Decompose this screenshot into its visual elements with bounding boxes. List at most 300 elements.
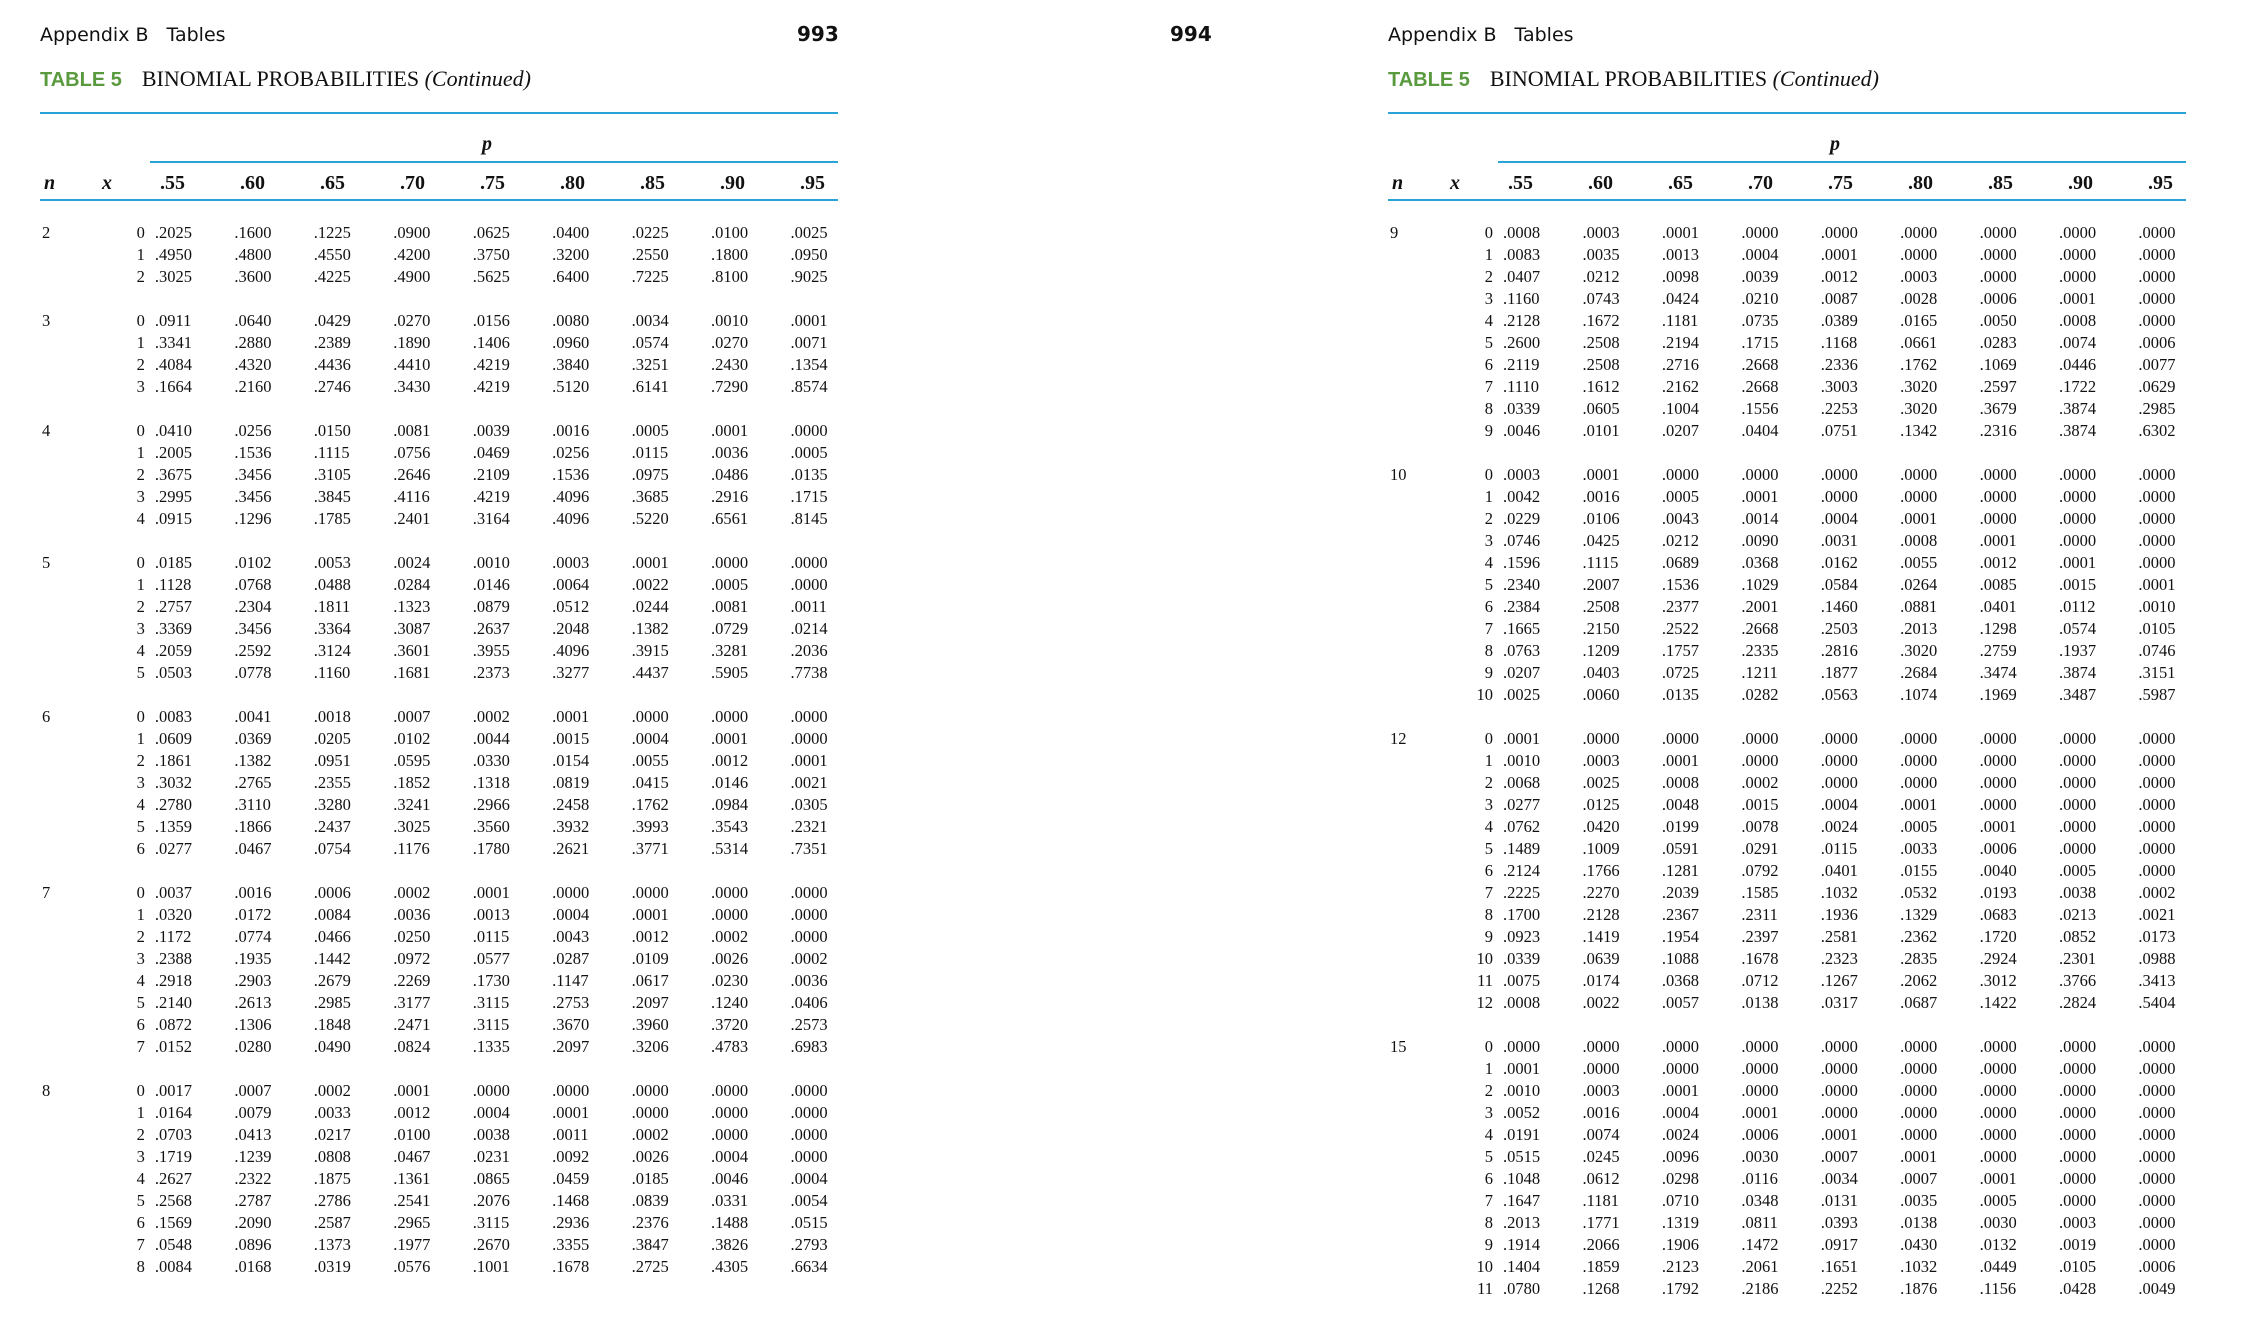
probability-cell: .0000: [2059, 531, 2097, 550]
probability-cell: .0071: [790, 333, 828, 352]
table-row: [40, 1234, 870, 1256]
binomial-table-left: [40, 222, 870, 1278]
probability-cell: .0595: [393, 751, 431, 770]
x-cell: 7: [136, 1235, 145, 1254]
n-cell: [1388, 552, 1449, 574]
probability-cell: .2066: [1582, 1235, 1620, 1254]
probability-cell: .0413: [234, 1125, 272, 1144]
probability-cell: .0512: [552, 597, 590, 616]
n-cell: [1388, 310, 1449, 332]
probability-cell: .0033: [1900, 839, 1938, 858]
probability-cell: .0001: [1820, 245, 1858, 264]
probability-cell: .0150: [313, 421, 351, 440]
probability-cell: .0004: [1820, 509, 1858, 528]
probability-cell: .7290: [711, 377, 749, 396]
probability-cell: .1074: [1900, 685, 1938, 704]
probability-cell: .2573: [790, 1015, 828, 1034]
probability-cell: .1569: [154, 1213, 192, 1232]
n-cell: [40, 662, 101, 684]
probability-cell: .0012: [1820, 267, 1858, 286]
probability-cell: .2646: [393, 465, 431, 484]
probability-cell: .3474: [1979, 663, 2017, 682]
probability-cell: .0001: [1661, 223, 1700, 242]
probability-cell: .2090: [234, 1213, 272, 1232]
column-header-p: .65: [320, 172, 345, 194]
probability-cell: .0004: [1661, 1103, 1700, 1122]
probability-cell: .0428: [2059, 1279, 2097, 1298]
probability-cell: .0012: [631, 927, 669, 946]
probability-cell: .0214: [790, 619, 828, 638]
probability-cell: .1861: [154, 751, 192, 770]
probability-cell: .0625: [472, 223, 510, 242]
probability-cell: .0811: [1741, 1213, 1778, 1232]
probability-cell: .0040: [1979, 861, 2017, 880]
probability-cell: .0002: [1741, 773, 1779, 792]
probability-cell: .0000: [1900, 1125, 1938, 1144]
probability-cell: .0824: [393, 1037, 431, 1056]
group-spacer: [40, 1058, 870, 1080]
x-cell: 5: [1484, 575, 1494, 594]
probability-cell: .0532: [1900, 883, 1938, 902]
table-row: [1388, 222, 2218, 244]
column-header-p: .60: [1588, 172, 1613, 194]
table-name-text: BINOMIAL PROBABILITIES: [141, 66, 420, 91]
probability-cell: .7351: [790, 839, 828, 858]
probability-cell: .2471: [393, 1015, 431, 1034]
table-row: [40, 1256, 870, 1278]
probability-cell: .0250: [393, 927, 431, 946]
probability-cell: .2627: [154, 1169, 192, 1188]
n-cell: [40, 574, 101, 596]
table-row: [40, 442, 870, 464]
probability-cell: .0016: [1582, 487, 1620, 506]
probability-cell: .0000: [790, 883, 828, 902]
probability-cell: .0563: [1820, 685, 1858, 704]
probability-cell: .0225: [631, 223, 669, 242]
probability-cell: .0010: [1503, 751, 1541, 770]
probability-cell: .4950: [154, 245, 192, 264]
probability-cell: .0640: [234, 311, 272, 330]
probability-cell: .0000: [1900, 751, 1938, 770]
probability-cell: .0000: [2059, 1103, 2097, 1122]
probability-cell: .1877: [1820, 663, 1858, 682]
probability-cell: .1354: [790, 355, 828, 374]
probability-cell: .0106: [1582, 509, 1620, 528]
probability-cell: .0743: [1582, 289, 1620, 308]
probability-cell: .0000: [1900, 1037, 1938, 1056]
probability-cell: .0000: [1979, 729, 2017, 748]
probability-cell: .5404: [2138, 993, 2176, 1012]
probability-cell: .0008: [2059, 311, 2097, 330]
probability-cell: .1422: [1979, 993, 2017, 1012]
probability-cell: .0036: [393, 905, 431, 924]
probability-cell: .2786: [313, 1191, 351, 1210]
probability-cell: .0000: [2138, 1125, 2176, 1144]
probability-cell: .1267: [1820, 971, 1858, 990]
probability-cell: .0005: [790, 443, 828, 462]
probability-cell: .2001: [1741, 597, 1779, 616]
probability-cell: .0000: [2138, 1191, 2176, 1210]
probability-cell: .0256: [552, 443, 590, 462]
probability-cell: .3032: [154, 773, 192, 792]
probability-cell: .1780: [472, 839, 510, 858]
probability-cell: .0270: [393, 311, 431, 330]
n-cell: [1388, 1190, 1449, 1212]
probability-cell: .0005: [1900, 817, 1938, 836]
probability-cell: .2668: [1741, 619, 1779, 638]
probability-cell: .2013: [1900, 619, 1938, 638]
probability-cell: .0763: [1503, 641, 1541, 660]
probability-cell: .0449: [1979, 1257, 2017, 1276]
probability-cell: .0000: [2059, 245, 2097, 264]
probability-cell: .4225: [313, 267, 351, 286]
probability-cell: .2389: [313, 333, 351, 352]
probability-cell: .0006: [1979, 289, 2017, 308]
probability-cell: .0173: [2138, 927, 2176, 946]
x-cell: 1: [1484, 487, 1494, 506]
x-cell: 7: [1484, 1191, 1494, 1210]
probability-cell: .4096: [552, 641, 590, 660]
probability-cell: .0000: [1979, 267, 2017, 286]
probability-cell: .1785: [313, 509, 351, 528]
probability-cell: .0000: [631, 707, 669, 726]
probability-cell: .0010: [1503, 1081, 1541, 1100]
probability-cell: .0165: [1900, 311, 1938, 330]
probability-cell: .0002: [790, 949, 828, 968]
probability-cell: .3993: [631, 817, 669, 836]
probability-cell: .0000: [1820, 1081, 1858, 1100]
probability-cell: .2150: [1582, 619, 1620, 638]
n-cell: [40, 244, 101, 266]
n-cell: 15: [1390, 1037, 1407, 1056]
n-cell: [1388, 816, 1449, 838]
table-row: [1388, 1190, 2218, 1212]
running-head-section: Tables: [1514, 24, 1574, 46]
probability-cell: .0116: [1741, 1169, 1778, 1188]
table-row: [1388, 398, 2218, 420]
x-cell: 3: [136, 949, 145, 968]
probability-cell: .1160: [313, 663, 351, 682]
probability-cell: .3115: [472, 1213, 510, 1232]
probability-cell: .2362: [1900, 927, 1938, 946]
probability-cell: .1361: [393, 1169, 431, 1188]
probability-cell: .0039: [1741, 267, 1779, 286]
probability-cell: .0038: [472, 1125, 510, 1144]
table-continued: (Continued): [424, 66, 531, 91]
n-cell: [1388, 486, 1449, 508]
probability-cell: .0000: [1820, 751, 1858, 770]
probability-cell: .0305: [790, 795, 828, 814]
probability-cell: .3874: [2059, 399, 2097, 418]
probability-cell: .0005: [631, 421, 669, 440]
x-cell: 3: [136, 773, 145, 792]
probability-cell: .2401: [393, 509, 431, 528]
x-cell: 0: [136, 223, 145, 242]
probability-cell: .0548: [154, 1235, 192, 1254]
x-cell: 2: [1484, 1081, 1494, 1100]
probability-cell: .0298: [1661, 1169, 1700, 1188]
n-cell: [1388, 1256, 1449, 1278]
probability-cell: .1647: [1503, 1191, 1541, 1210]
table-row: [1388, 926, 2218, 948]
n-cell: [1388, 948, 1449, 970]
probability-cell: .0016: [1582, 1103, 1620, 1122]
probability-cell: .1032: [1900, 1257, 1938, 1276]
probability-cell: .0085: [1979, 575, 2017, 594]
table-row: [1388, 1212, 2218, 1234]
probability-cell: .1319: [1661, 1213, 1700, 1232]
probability-cell: .1268: [1582, 1279, 1620, 1298]
probability-cell: .2503: [1820, 619, 1858, 638]
x-cell: 3: [136, 619, 145, 638]
probability-cell: .0348: [1741, 1191, 1779, 1210]
probability-cell: .0725: [1661, 663, 1700, 682]
group-spacer: [40, 530, 870, 552]
n-cell: [40, 332, 101, 354]
probability-cell: .0000: [2138, 861, 2176, 880]
probability-cell: .0000: [711, 707, 749, 726]
n-cell: 5: [42, 553, 51, 572]
table-row: [40, 464, 870, 486]
probability-cell: .0972: [393, 949, 431, 968]
probability-cell: .0002: [313, 1081, 351, 1100]
probability-cell: .0400: [552, 223, 590, 242]
probability-cell: .0146: [711, 773, 749, 792]
probability-cell: .2311: [1741, 905, 1778, 924]
probability-cell: .1110: [1503, 377, 1539, 396]
p-rule: [150, 161, 838, 163]
probability-cell: .2621: [552, 839, 590, 858]
probability-cell: .0768: [234, 575, 272, 594]
probability-cell: .0000: [790, 1147, 828, 1166]
probability-cell: .0030: [1741, 1147, 1779, 1166]
probability-cell: .1281: [1661, 861, 1700, 880]
probability-cell: .0000: [2059, 773, 2097, 792]
x-cell: 1: [136, 905, 145, 924]
probability-cell: .8145: [790, 509, 828, 528]
table-row: [1388, 530, 2218, 552]
table-row: [40, 904, 870, 926]
probability-cell: .3430: [393, 377, 431, 396]
table-row: [1388, 860, 2218, 882]
probability-cell: .0000: [711, 883, 749, 902]
probability-cell: .2613: [234, 993, 272, 1012]
probability-cell: .2036: [790, 641, 828, 660]
probability-cell: .0000: [1979, 751, 2017, 770]
probability-cell: .1800: [711, 245, 749, 264]
probability-cell: .2162: [1661, 377, 1700, 396]
probability-cell: .1373: [313, 1235, 351, 1254]
table-name-text: BINOMIAL PROBABILITIES: [1489, 66, 1768, 91]
n-cell: [1388, 772, 1449, 794]
probability-cell: .1442: [313, 949, 351, 968]
table-row: [40, 662, 870, 684]
probability-cell: .0042: [1503, 487, 1541, 506]
probability-cell: .0576: [393, 1257, 431, 1276]
probability-cell: .2508: [1582, 333, 1620, 352]
probability-cell: .0115: [631, 443, 669, 462]
probability-cell: .0000: [1979, 487, 2017, 506]
probability-cell: .3280: [313, 795, 351, 814]
probability-cell: .2568: [154, 1191, 192, 1210]
n-cell: 9: [1390, 223, 1399, 242]
probability-cell: .0007: [393, 707, 431, 726]
probability-cell: .0000: [1979, 509, 2017, 528]
x-cell: 5: [136, 817, 145, 836]
probability-cell: .0004: [1741, 245, 1779, 264]
probability-cell: .1536: [1661, 575, 1700, 594]
probability-cell: .0003: [1582, 751, 1620, 770]
table-row: [1388, 948, 2218, 970]
p-label: p: [1830, 133, 1840, 155]
table-row: [40, 244, 870, 266]
n-cell: [40, 838, 101, 860]
probability-cell: .0317: [1820, 993, 1858, 1012]
n-cell: [1388, 838, 1449, 860]
probability-cell: .3369: [154, 619, 192, 638]
probability-cell: .1115: [313, 443, 350, 462]
probability-cell: .3124: [313, 641, 351, 660]
probability-cell: .1681: [393, 663, 431, 682]
probability-cell: .2965: [393, 1213, 431, 1232]
x-cell: 10: [1476, 685, 1494, 704]
probability-cell: .0911: [154, 311, 192, 330]
probability-cell: .0229: [1503, 509, 1541, 528]
x-cell: 1: [136, 245, 145, 264]
x-cell: 0: [1484, 1037, 1494, 1056]
probability-cell: .0001: [552, 707, 590, 726]
n-cell: [1388, 794, 1449, 816]
probability-cell: .0000: [1582, 1037, 1620, 1056]
probability-cell: .0609: [154, 729, 192, 748]
probability-cell: .0055: [631, 751, 669, 770]
probability-cell: .2025: [154, 223, 192, 242]
x-cell: 3: [1484, 289, 1494, 308]
table-row: [1388, 486, 2218, 508]
column-header-n: n: [44, 172, 56, 194]
probability-cell: .0028: [1900, 289, 1938, 308]
probability-cell: .0488: [313, 575, 351, 594]
probability-cell: .0109: [631, 949, 669, 968]
probability-cell: .1240: [711, 993, 749, 1012]
probability-cell: .0000: [2138, 509, 2176, 528]
probability-cell: .2355: [313, 773, 351, 792]
probability-cell: .1239: [234, 1147, 272, 1166]
probability-cell: .1406: [472, 333, 510, 352]
probability-cell: .0746: [1503, 531, 1541, 550]
probability-cell: .0446: [2059, 355, 2097, 374]
probability-cell: .2430: [711, 355, 749, 374]
probability-cell: .2816: [1820, 641, 1858, 660]
probability-cell: .1678: [1741, 949, 1779, 968]
table-row: [40, 1146, 870, 1168]
probability-cell: .0000: [1979, 1059, 2017, 1078]
table-row: [1388, 1146, 2218, 1168]
probability-cell: .6400: [552, 267, 590, 286]
probability-cell: .1168: [1820, 333, 1858, 352]
probability-cell: .2550: [631, 245, 669, 264]
probability-cell: .0010: [711, 311, 749, 330]
probability-cell: .0168: [234, 1257, 272, 1276]
x-cell: 2: [136, 751, 145, 770]
x-cell: 2: [136, 267, 145, 286]
probability-cell: .0639: [1582, 949, 1620, 968]
probability-cell: .0778: [234, 663, 272, 682]
probability-cell: .0729: [711, 619, 749, 638]
probability-cell: .2076: [472, 1191, 510, 1210]
probability-cell: .4084: [154, 355, 192, 374]
table-row: [1388, 816, 2218, 838]
probability-cell: .0881: [1900, 597, 1938, 616]
probability-cell: .2039: [1661, 883, 1700, 902]
probability-cell: .0001: [631, 553, 669, 572]
probability-cell: .0015: [2059, 575, 2097, 594]
table-row: [40, 310, 870, 332]
probability-cell: .0000: [1900, 487, 1938, 506]
probability-cell: .0146: [472, 575, 510, 594]
probability-cell: .2252: [1820, 1279, 1858, 1298]
probability-cell: .3675: [154, 465, 192, 484]
probability-cell: .1771: [1582, 1213, 1620, 1232]
probability-cell: .5120: [552, 377, 590, 396]
probability-cell: .0010: [472, 553, 510, 572]
probability-cell: .0001: [1661, 751, 1700, 770]
probability-cell: .0105: [2059, 1257, 2097, 1276]
table-row: [1388, 728, 2218, 750]
probability-cell: .0026: [711, 949, 749, 968]
table-label: TABLE 5: [1388, 69, 1470, 91]
probability-cell: .0319: [313, 1257, 351, 1276]
table-row: [40, 728, 870, 750]
probability-cell: .1906: [1661, 1235, 1700, 1254]
probability-cell: .0015: [1741, 795, 1779, 814]
probability-cell: .4219: [472, 377, 510, 396]
probability-cell: .2194: [1661, 333, 1700, 352]
probability-cell: .0191: [1503, 1125, 1541, 1144]
probability-cell: .0002: [631, 1125, 669, 1144]
probability-cell: .0420: [1582, 817, 1620, 836]
group-spacer: [40, 288, 870, 310]
probability-cell: .5987: [2138, 685, 2176, 704]
table-row: [40, 948, 870, 970]
probability-cell: .0486: [711, 465, 749, 484]
group-spacer: [1388, 442, 2218, 464]
probability-cell: .0330: [472, 751, 510, 770]
probability-cell: .0217: [313, 1125, 351, 1144]
probability-cell: .3364: [313, 619, 351, 638]
probability-cell: .2186: [1741, 1279, 1779, 1298]
probability-cell: .1156: [1979, 1279, 2017, 1298]
probability-cell: .3679: [1979, 399, 2017, 418]
probability-cell: .0007: [1820, 1147, 1858, 1166]
probability-cell: .3115: [472, 1015, 510, 1034]
probability-cell: .0000: [1661, 465, 1700, 484]
probability-cell: .1115: [1582, 553, 1619, 572]
probability-cell: .0003: [552, 553, 590, 572]
probability-cell: .0819: [552, 773, 590, 792]
x-cell: 9: [1484, 927, 1494, 946]
probability-cell: .0001: [2059, 289, 2097, 308]
n-cell: [40, 1168, 101, 1190]
table-row: [1388, 464, 2218, 486]
x-cell: 3: [136, 377, 145, 396]
probability-cell: .0459: [552, 1169, 590, 1188]
probability-cell: .0975: [631, 465, 669, 484]
column-header-x: x: [1450, 172, 1460, 194]
table-row: [40, 552, 870, 574]
probability-cell: .0466: [313, 927, 351, 946]
probability-cell: .0000: [2059, 817, 2097, 836]
